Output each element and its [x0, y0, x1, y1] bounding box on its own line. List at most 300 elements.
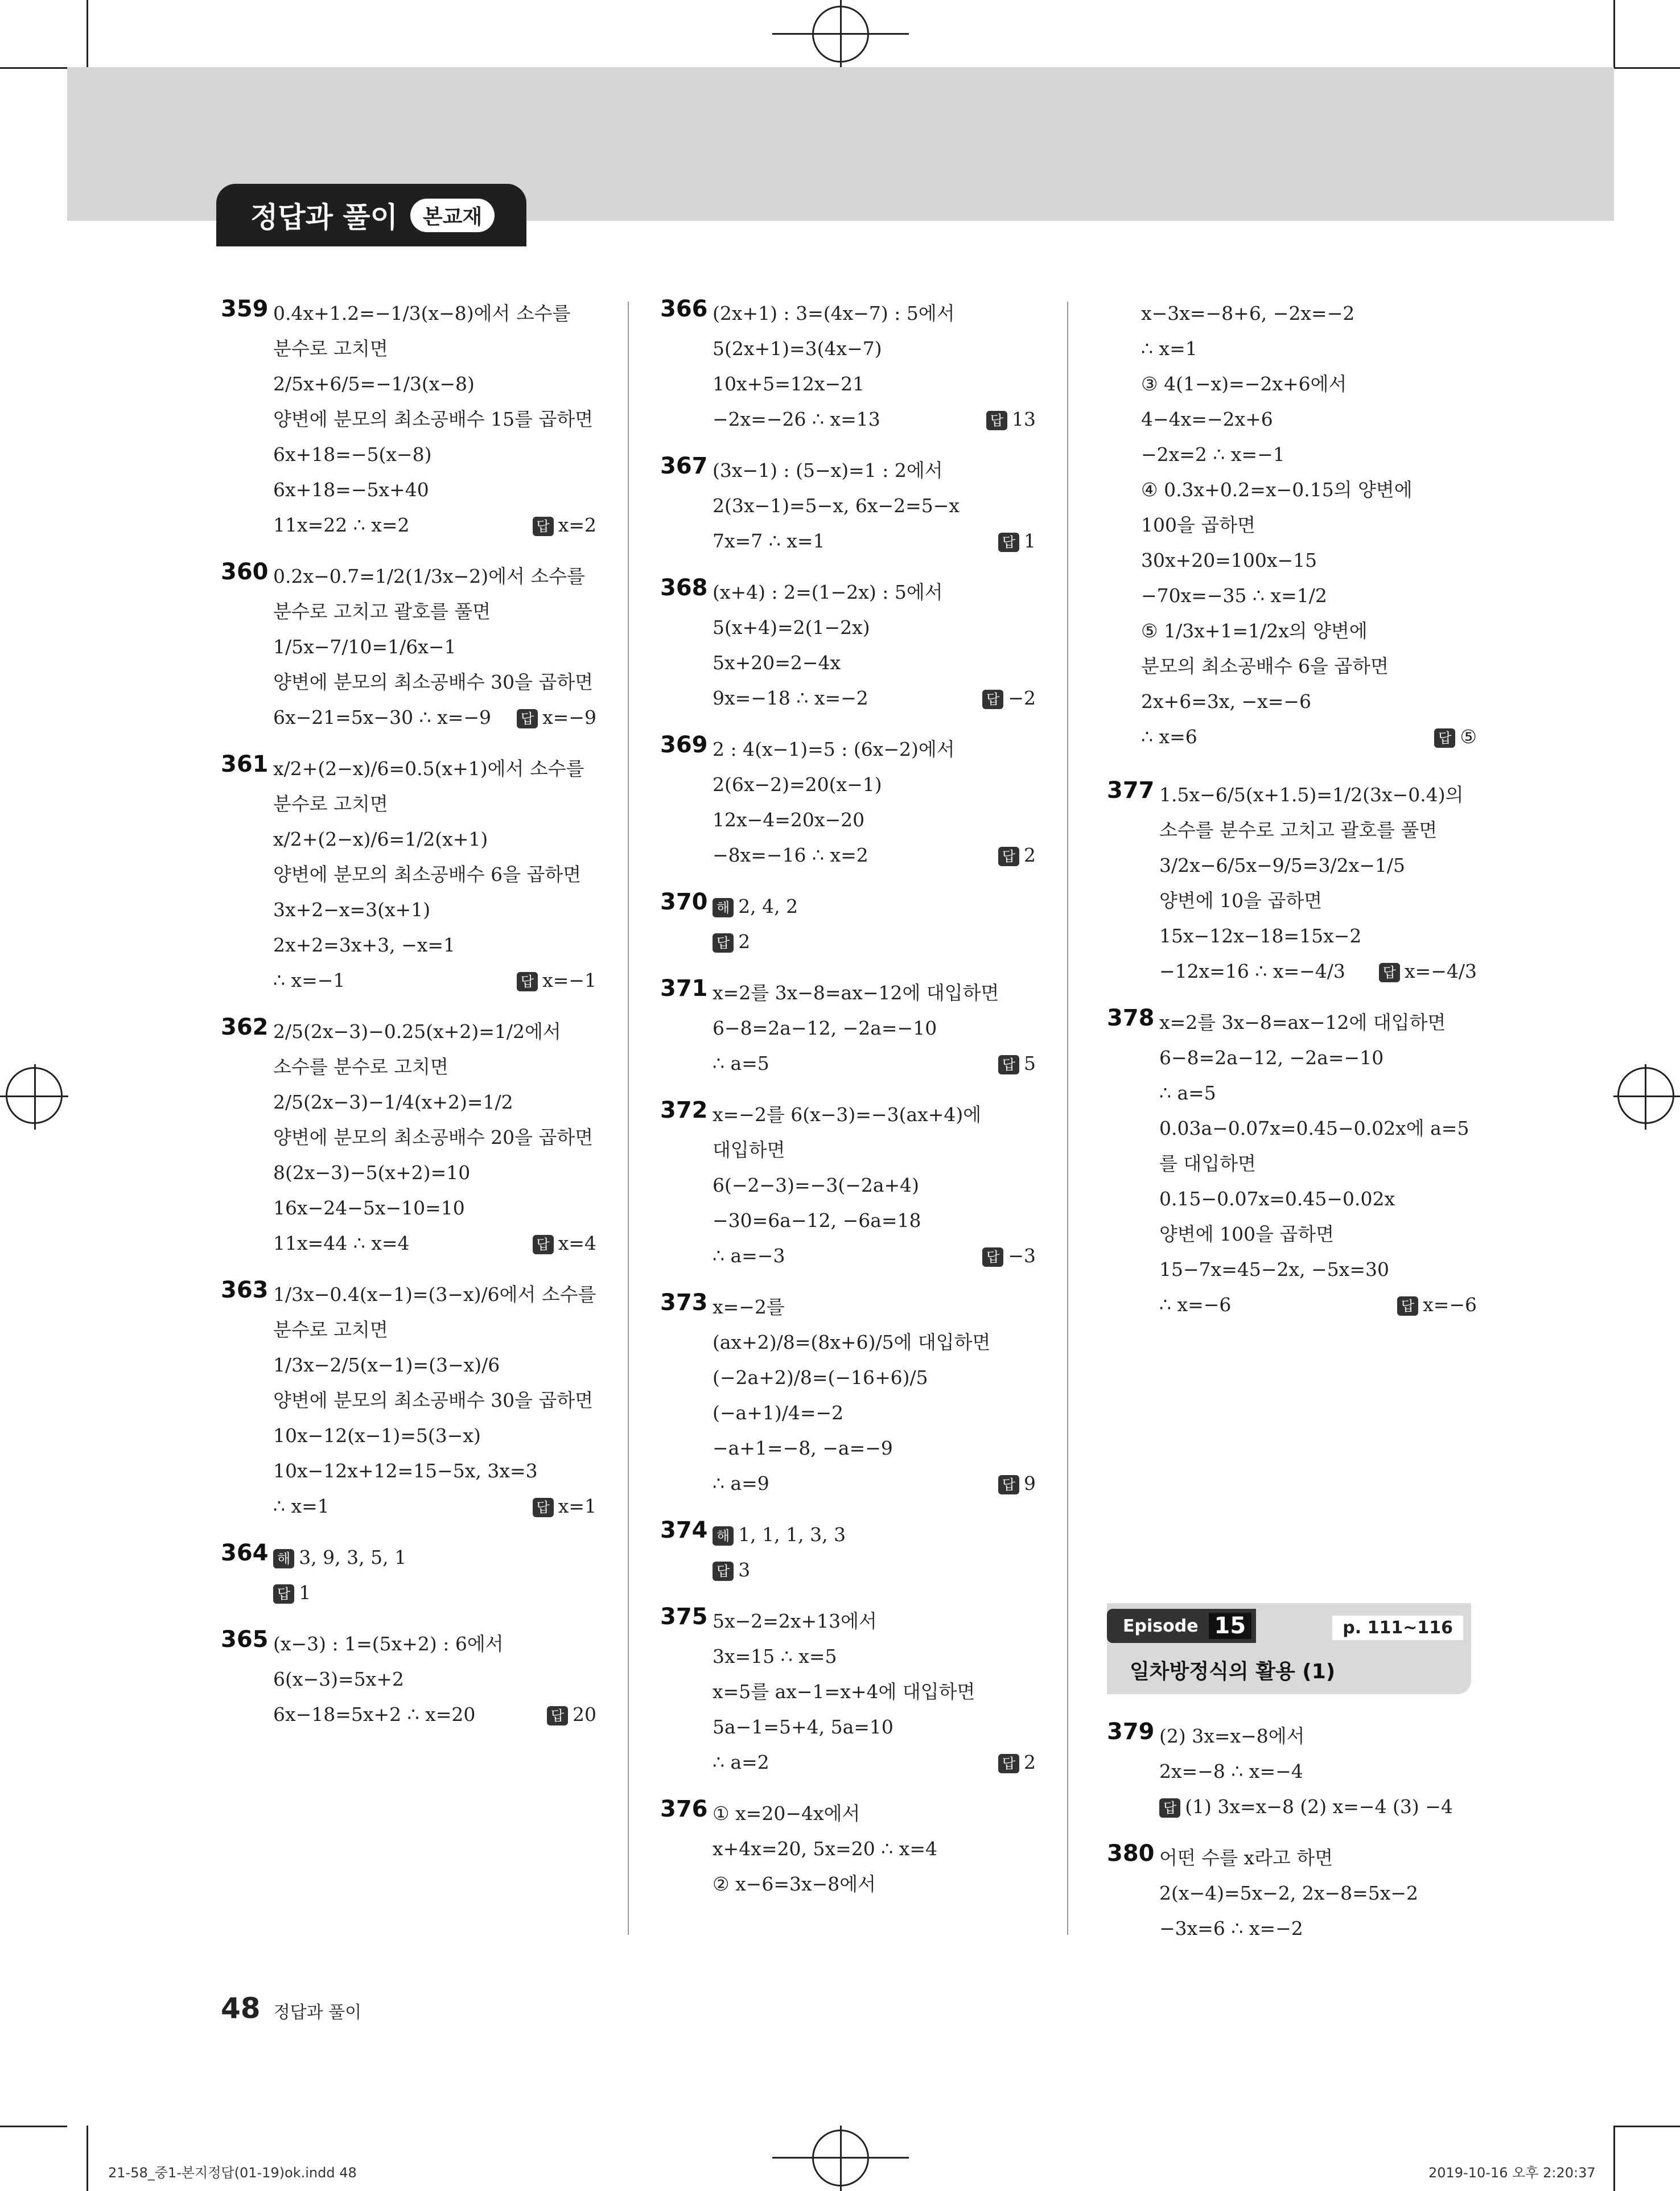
solution-line [273, 1540, 596, 1575]
answer-badge: 답 [1379, 963, 1400, 982]
solution-line [713, 402, 1036, 437]
crop-mark [1613, 0, 1615, 67]
problem-lines [660, 1517, 1036, 1588]
solution-text: ∴ x=6 [1141, 726, 1197, 748]
solution-text: 100을 곱하면 [1141, 514, 1255, 536]
solution-line [1141, 684, 1477, 719]
solution-line [1159, 813, 1477, 848]
problem-lines [221, 559, 596, 735]
solution-text: 1/3x−2/5(x−1)=(3−x)/6 [273, 1354, 500, 1376]
solution-line [273, 963, 596, 998]
solution-line [1159, 919, 1477, 954]
solution-text: 분수로 고치면 [273, 1319, 388, 1341]
solution-text: 2, 4, 2 [738, 895, 798, 917]
solution-text: 6x−21=5x−30 ∴ x=−9 [273, 706, 492, 728]
problem-380 [1107, 1840, 1477, 1946]
solution-line [713, 296, 1036, 331]
solution-text: 5x−2=2x+13에서 [713, 1610, 877, 1632]
solution-text: 3, 9, 3, 5, 1 [299, 1546, 407, 1568]
solution-text: x=−2를 [713, 1296, 785, 1318]
hint-badge: 해 [713, 1526, 734, 1546]
crop-mark [0, 2126, 67, 2127]
answer-line [1159, 1789, 1477, 1825]
solution-line [273, 629, 596, 665]
column-divider [628, 302, 629, 1935]
solution-line [713, 1360, 1036, 1395]
solution-line [273, 1049, 596, 1085]
solution-text: −12x=16 ∴ x=−4/3 [1159, 960, 1345, 982]
solution-text: 1.5x−6/5(x+1.5)=1/2(3x−0.4)의 [1159, 784, 1464, 806]
solution-text: (2) 3x=x−8에서 [1159, 1725, 1305, 1747]
problem-376-continued [1107, 296, 1477, 755]
solution-text: ∴ x=−6 [1159, 1294, 1232, 1316]
solution-text: 8(2x−3)−5(x+2)=10 [273, 1162, 471, 1184]
solution-text: 2x+6=3x, −x=−6 [1141, 690, 1312, 713]
answer-text: x=−4/3 [1404, 960, 1477, 982]
solution-line [273, 402, 596, 437]
problem-373 [660, 1290, 1036, 1501]
solution-line [713, 331, 1036, 366]
solution-line [273, 366, 596, 402]
problem-number: 378 [1107, 1005, 1155, 1031]
problem-lines [660, 1097, 1036, 1274]
solution-line [713, 889, 1036, 924]
answer-badge: 답 [998, 1754, 1019, 1773]
solution-line [273, 822, 596, 857]
solution-text: ③ 4(1−x)=−2x+6에서 [1141, 373, 1347, 395]
solution-text: 5(x+4)=2(1−2x) [713, 616, 870, 639]
solution-text: 11x=44 ∴ x=4 [273, 1232, 410, 1254]
solution-text: (−a+1)/4=−2 [713, 1402, 844, 1424]
episode-number: 15 [1209, 1613, 1252, 1639]
problem-lines [660, 975, 1036, 1081]
solution-text: 12x−4=20x−20 [713, 809, 865, 831]
answer-badge: 답 [998, 847, 1019, 866]
solution-line [273, 437, 596, 472]
solution-text: x=5를 ax−1=x+4에 대입하면 [713, 1681, 975, 1703]
solution-line [1141, 472, 1477, 508]
problem-369 [660, 732, 1036, 873]
solution-text: 분수로 고치면 [273, 337, 388, 360]
problem-375 [660, 1604, 1036, 1780]
solution-line [713, 681, 1036, 716]
solution-text: 9x=−18 ∴ x=−2 [713, 687, 868, 709]
page-number: 48 [221, 1992, 261, 2025]
answer-text: x=−9 [542, 706, 596, 728]
slug-timestamp: 2019-10-16 오후 2:20:37 [1428, 2165, 1596, 2181]
answer [986, 402, 1036, 437]
solution-text: 대입하면 [713, 1139, 785, 1161]
solution-line [273, 1489, 596, 1524]
solution-line [1159, 1876, 1477, 1911]
slug-file: 21-58_중1-본지정답(01-19)ok.indd 48 [108, 2165, 357, 2181]
registration-mark [812, 6, 869, 63]
solution-line [1141, 719, 1477, 755]
episode-pages: p. 111~116 [1332, 1616, 1463, 1640]
solution-line [273, 700, 596, 735]
solution-text: 5a−1=5+4, 5a=10 [713, 1716, 893, 1738]
answer-text: 2 [738, 930, 751, 953]
solution-text: (x+4) : 2=(1−2x) : 5에서 [713, 581, 943, 603]
answer [547, 1697, 596, 1732]
answer-text: 1 [1024, 530, 1036, 552]
section-title: 정답과 풀이 [250, 201, 398, 234]
solution-text: 6x+18=−5x+40 [273, 479, 429, 501]
solution-text: 6(−2−3)=−3(−2a+4) [713, 1174, 920, 1196]
problem-number: 363 [221, 1277, 269, 1303]
answer [998, 1046, 1036, 1081]
solution-text: ∴ a=5 [713, 1052, 769, 1074]
solution-text: 1/3x−0.4(x−1)=(3−x)/6에서 소수를 [273, 1283, 596, 1305]
episode-label: Episode 15 [1107, 1609, 1256, 1643]
answer [998, 838, 1036, 873]
solution-text: 2/5(2x−3)−0.25(x+2)=1/2에서 [273, 1020, 561, 1043]
answer-badge: 답 [998, 533, 1019, 552]
solution-line [273, 1383, 596, 1418]
solution-text: 분수로 고치고 괄호를 풀면 [273, 600, 491, 623]
problem-378 [1107, 1005, 1477, 1323]
answer [982, 1238, 1036, 1274]
answer-line [273, 1575, 596, 1611]
problem-number: 374 [660, 1517, 708, 1543]
answer [998, 1466, 1036, 1501]
answer-text: 13 [1012, 408, 1036, 430]
solution-text: 분수로 고치면 [273, 793, 388, 815]
solution-line [713, 645, 1036, 681]
answer-text: −2 [1008, 687, 1036, 709]
solution-text: x+4x=20, 5x=20 ∴ x=4 [713, 1838, 937, 1860]
solution-line [713, 1168, 1036, 1203]
answer [998, 1745, 1036, 1780]
solution-text: ∴ a=−3 [713, 1245, 785, 1267]
answer-badge: 답 [517, 972, 538, 991]
solution-text: −8x=−16 ∴ x=2 [713, 844, 868, 866]
answer-text: −3 [1008, 1245, 1036, 1267]
solution-line [1159, 883, 1477, 919]
problem-lines [221, 1626, 596, 1732]
crop-mark [0, 67, 67, 69]
hint-badge: 해 [713, 898, 734, 917]
solution-text: 양변에 분모의 최소공배수 15를 곱하면 [273, 408, 594, 430]
solution-text: −30=6a−12, −6a=18 [713, 1209, 921, 1232]
solution-line [1159, 1754, 1477, 1789]
problem-lines [221, 1540, 596, 1611]
solution-line [273, 928, 596, 963]
solution-line [273, 472, 596, 508]
solution-line [273, 508, 596, 543]
solution-text: 어떤 수를 x라고 하면 [1159, 1847, 1333, 1869]
solution-text: 양변에 100을 곱하면 [1159, 1223, 1335, 1245]
solution-text: 를 대입하면 [1159, 1152, 1256, 1175]
problem-number: 371 [660, 975, 708, 1002]
solution-line [713, 1325, 1036, 1360]
solution-line [713, 1517, 1036, 1552]
solution-line [713, 366, 1036, 402]
solution-line [713, 524, 1036, 559]
answer-badge: 답 [1434, 728, 1455, 748]
solution-text: 2x=−8 ∴ x=−4 [1159, 1760, 1303, 1782]
problem-number: 360 [221, 559, 269, 585]
solution-line [713, 1431, 1036, 1466]
problem-number: 370 [660, 889, 708, 915]
solution-text: 1/5x−7/10=1/6x−1 [273, 636, 456, 658]
problem-number: 362 [221, 1014, 269, 1040]
solution-text: x/2+(2−x)/6=1/2(x+1) [273, 828, 488, 850]
solution-text: −a+1=−8, −a=−9 [713, 1437, 893, 1459]
problem-lines [221, 296, 596, 543]
solution-text: 소수를 분수로 고치고 괄호를 풀면 [1159, 819, 1438, 841]
solution-text: 소수를 분수로 고치면 [273, 1056, 448, 1078]
solution-text: 양변에 분모의 최소공배수 30을 곱하면 [273, 1389, 594, 1411]
problem-377 [1107, 777, 1477, 989]
answer-text: x=4 [558, 1232, 596, 1254]
solution-line [713, 1831, 1036, 1867]
solution-text: 6−8=2a−12, −2a=−10 [713, 1017, 937, 1039]
answer [998, 524, 1036, 559]
crop-mark [87, 0, 88, 67]
solution-text: ① x=20−4x에서 [713, 1802, 860, 1825]
problem-number: 367 [660, 453, 708, 479]
problem-number: 364 [221, 1540, 269, 1566]
answer [517, 700, 596, 735]
problem-lines [660, 296, 1036, 437]
solution-line [1159, 1287, 1477, 1323]
problem-lines [660, 1290, 1036, 1501]
solution-text: −2x=2 ∴ x=−1 [1141, 443, 1285, 466]
solution-line [273, 892, 596, 928]
problem-number: 361 [221, 751, 269, 777]
crop-mark [1614, 2126, 1680, 2127]
solution-text: 16x−24−5x−10=10 [273, 1197, 465, 1219]
solution-line [273, 1226, 596, 1261]
solution-line [273, 1120, 596, 1155]
answer-badge: 답 [1159, 1798, 1180, 1818]
solution-text: 0.4x+1.2=−1/3(x−8)에서 소수를 [273, 302, 571, 324]
answer-text: x=−1 [542, 969, 596, 991]
problem-374 [660, 1517, 1036, 1588]
registration-mark [1617, 1067, 1674, 1124]
solution-line [713, 1796, 1036, 1831]
problem-lines [660, 1796, 1036, 1902]
solution-text: 2(x−4)=5x−2, 2x−8=5x−2 [1159, 1882, 1419, 1904]
solution-line [273, 1312, 596, 1348]
solution-text: x=2를 3x−8=ax−12에 대입하면 [1159, 1011, 1446, 1033]
solution-line [1141, 296, 1477, 331]
problem-number: 366 [660, 296, 708, 322]
solution-line [1159, 1111, 1477, 1146]
solution-text: (3x−1) : (5−x)=1 : 2에서 [713, 459, 943, 481]
answer [533, 508, 596, 543]
solution-text: 10x+5=12x−21 [713, 373, 865, 395]
problem-362 [221, 1014, 596, 1261]
solution-line [1141, 437, 1477, 472]
problem-lines [660, 732, 1036, 873]
solution-text: 7x=7 ∴ x=1 [713, 530, 825, 552]
column-1 [221, 296, 596, 1748]
solution-line [713, 1203, 1036, 1238]
solution-text: 10x−12x+12=15−5x, 3x=3 [273, 1460, 538, 1482]
solution-text: 2/5x+6/5=−1/3(x−8) [273, 373, 475, 395]
answer-badge: 답 [1397, 1296, 1418, 1316]
answer [533, 1226, 596, 1261]
answer-line [713, 924, 1036, 959]
answer-text: 1 [299, 1582, 311, 1604]
solution-line [273, 1697, 596, 1732]
solution-text: x=2를 3x−8=ax−12에 대입하면 [713, 982, 999, 1004]
solution-text: x−3x=−8+6, −2x=−2 [1141, 302, 1355, 324]
solution-line [273, 1348, 596, 1383]
problem-363 [221, 1277, 596, 1524]
problem-number: 369 [660, 732, 708, 758]
crop-mark [1614, 67, 1680, 69]
solution-line [1159, 1252, 1477, 1287]
solution-text: 10x−12(x−1)=5(3−x) [273, 1424, 481, 1447]
problem-number: 379 [1107, 1719, 1155, 1745]
problem-lines [660, 575, 1036, 716]
solution-text: ∴ a=5 [1159, 1082, 1216, 1104]
answer [982, 681, 1036, 716]
column-3 [1107, 296, 1477, 1339]
solution-text: 5x+20=2−4x [713, 652, 841, 674]
problem-371 [660, 975, 1036, 1081]
solution-line [1159, 1005, 1477, 1040]
problem-360 [221, 559, 596, 735]
problem-lines [1107, 296, 1477, 755]
answer-text: 5 [1024, 1052, 1036, 1074]
solution-line [713, 1639, 1036, 1674]
solution-text: 양변에 분모의 최소공배수 20을 곱하면 [273, 1126, 594, 1148]
hint-badge: 해 [273, 1549, 294, 1568]
answer [533, 1489, 596, 1524]
answer-text: 3 [738, 1559, 751, 1581]
answer-badge: 답 [982, 1247, 1003, 1267]
answer-text: 2 [1024, 1751, 1036, 1773]
problem-365 [221, 1626, 596, 1732]
problem-368 [660, 575, 1036, 716]
solution-text: 3x+2−x=3(x+1) [273, 899, 431, 921]
answer-text: 20 [573, 1703, 596, 1725]
solution-line [1141, 366, 1477, 402]
solution-line [713, 1011, 1036, 1046]
page-label: 정답과 풀이 [273, 2003, 362, 2023]
solution-text: (−2a+2)/8=(−16+6)/5 [713, 1366, 928, 1389]
answer-text: x=1 [558, 1495, 596, 1517]
solution-line [273, 1191, 596, 1226]
solution-line [273, 857, 596, 892]
solution-line [273, 1453, 596, 1489]
answer-badge: 답 [713, 1562, 734, 1581]
solution-line [713, 1395, 1036, 1431]
problem-lines [660, 453, 1036, 559]
problem-lines [1107, 777, 1477, 989]
solution-line [273, 1626, 596, 1662]
solution-line [273, 331, 596, 366]
solution-text: 2(3x−1)=5−x, 6x−2=5−x [713, 495, 960, 517]
answer-line [713, 1552, 1036, 1588]
solution-text: 30x+20=100x−15 [1141, 549, 1317, 571]
solution-text: 15−7x=45−2x, −5x=30 [1159, 1258, 1390, 1280]
solution-line [713, 1466, 1036, 1501]
solution-line [1141, 613, 1477, 649]
solution-line [1159, 1181, 1477, 1217]
solution-line [1159, 954, 1477, 989]
solution-text: (ax+2)/8=(8x+6)/5에 대입하면 [713, 1331, 991, 1353]
solution-line [1141, 402, 1477, 437]
solution-text: 4−4x=−2x+6 [1141, 408, 1273, 430]
problem-number: 365 [221, 1626, 269, 1653]
solution-line [1141, 508, 1477, 543]
answer-badge: 답 [533, 1235, 554, 1254]
section-badge: 본교재 [410, 199, 495, 232]
answer-badge: 답 [533, 1498, 554, 1517]
page-footer [221, 1992, 361, 2025]
problem-lines [221, 751, 596, 998]
solution-line [713, 488, 1036, 524]
solution-line [1159, 1146, 1477, 1181]
solution-line [1159, 848, 1477, 883]
solution-line [713, 838, 1036, 873]
episode-header [1107, 1603, 1471, 1694]
solution-line [713, 1745, 1036, 1780]
solution-line [1159, 777, 1477, 813]
answer-text: (1) 3x=x−8 (2) x=−4 (3) −4 [1185, 1795, 1453, 1818]
solution-text: 3x=15 ∴ x=5 [713, 1645, 837, 1667]
solution-text: ∴ x=1 [1141, 337, 1197, 360]
problem-lines [221, 1277, 596, 1524]
problem-number: 377 [1107, 777, 1155, 804]
answer-badge: 답 [547, 1706, 568, 1725]
problem-lines [1107, 1719, 1477, 1825]
solution-text: −3x=6 ∴ x=−2 [1159, 1917, 1303, 1939]
solution-text: 15x−12x−18=15x−2 [1159, 925, 1362, 947]
answer-badge: 답 [986, 411, 1007, 430]
solution-line [1141, 578, 1477, 613]
solution-line [273, 1085, 596, 1120]
column-divider [1067, 302, 1068, 1935]
solution-text: 0.03a−0.07x=0.45−0.02x에 a=5 [1159, 1117, 1469, 1139]
solution-line [713, 975, 1036, 1011]
solution-line [1159, 1217, 1477, 1252]
solution-line [273, 1155, 596, 1191]
solution-text: 0.15−0.07x=0.45−0.02x [1159, 1188, 1395, 1210]
solution-line [713, 1132, 1036, 1168]
solution-text: 양변에 분모의 최소공배수 6을 곱하면 [273, 863, 582, 886]
problem-lines [660, 1604, 1036, 1780]
solution-text: (2x+1) : 3=(4x−7) : 5에서 [713, 302, 955, 324]
problem-number: 372 [660, 1097, 708, 1123]
solution-line [273, 594, 596, 629]
solution-text: ∴ a=2 [713, 1751, 769, 1773]
column-2 [660, 296, 1036, 1918]
solution-line [1141, 331, 1477, 366]
solution-line [713, 453, 1036, 488]
solution-text: ④ 0.3x+0.2=x−0.15의 양변에 [1141, 479, 1413, 501]
solution-text: 5(2x+1)=3(4x−7) [713, 337, 882, 360]
answer-badge: 답 [713, 933, 734, 953]
solution-text: 2x+2=3x+3, −x=1 [273, 934, 456, 956]
solution-line [273, 559, 596, 594]
solution-line [273, 1014, 596, 1049]
solution-text: x/2+(2−x)/6=0.5(x+1)에서 소수를 [273, 757, 584, 780]
answer-badge: 답 [982, 690, 1003, 709]
solution-text: −70x=−35 ∴ x=1/2 [1141, 584, 1327, 607]
solution-text: 양변에 분모의 최소공배수 30을 곱하면 [273, 671, 594, 693]
solution-line [713, 732, 1036, 767]
solution-text: 0.2x−0.7=1/2(1/3x−2)에서 소수를 [273, 565, 585, 587]
solution-line [1159, 1040, 1477, 1076]
answer-badge: 답 [533, 517, 554, 536]
problem-359 [221, 296, 596, 543]
